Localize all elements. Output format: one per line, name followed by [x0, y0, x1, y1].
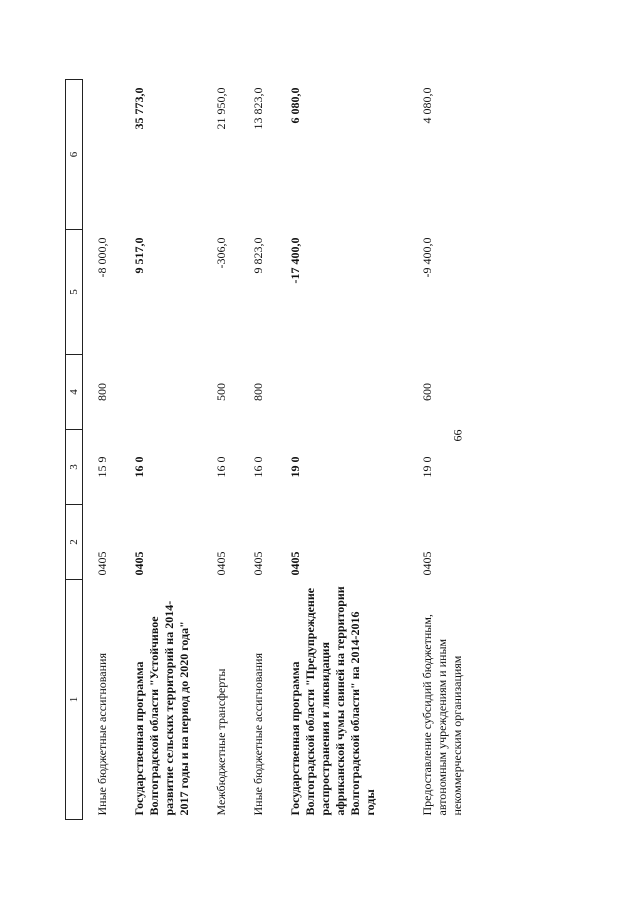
row-change: -17 400,0: [288, 237, 302, 284]
row-name: Предоставление субсидий бюджетным, автономным учреждениям и иным некоммерческим организациям: [420, 614, 464, 816]
row-code: 0405: [132, 551, 146, 576]
row-total: [83, 80, 111, 230]
header-col-5: 5: [66, 230, 83, 355]
header-col-4: 4: [66, 355, 83, 430]
row-change: 9 823,0: [251, 237, 265, 274]
table-row: [192, 80, 229, 820]
row-section: 19 0: [420, 456, 434, 478]
row-total: 4 080,0: [420, 87, 434, 124]
row-code: 0405: [95, 551, 109, 576]
budget-table: [65, 79, 465, 820]
row-code: 0405: [214, 551, 228, 576]
budget-table-frame: [65, 80, 605, 820]
row-section: 16 0: [132, 456, 146, 478]
row-change: -306,0: [214, 237, 228, 269]
budget-table-rotated: [65, 80, 605, 820]
table-row: [378, 80, 465, 820]
row-name: Иные бюджетные ассигнования: [251, 653, 265, 816]
row-section: 15 9: [95, 456, 109, 478]
table-row: [110, 80, 192, 820]
row-kind: [266, 355, 378, 430]
row-name: Государственная программа Волгоградской области "Предупреждение распространения и ликвидация африканской чумы свиней на территории Волгоградской области" на 2014-2016 годы: [288, 586, 377, 816]
row-change: -9 400,0: [420, 237, 434, 278]
table-row: [229, 80, 266, 820]
row-kind: 800: [251, 383, 265, 401]
row-code: 0405: [251, 551, 265, 576]
row-total: 21 950,0: [214, 87, 228, 130]
row-change: 9 517,0: [132, 237, 146, 274]
row-code: 0405: [420, 551, 434, 576]
header-col-1: 1: [66, 580, 83, 820]
table-row: [266, 80, 378, 820]
row-name: Межбюджетные трансферты: [214, 668, 228, 816]
row-total: 13 823,0: [251, 87, 265, 130]
row-section: 16 0: [214, 456, 228, 478]
page-number: 66: [450, 429, 465, 442]
row-change: -8 000,0: [95, 237, 109, 278]
row-kind: 500: [214, 383, 228, 401]
row-kind: 600: [420, 383, 434, 401]
row-total: 6 080,0: [288, 87, 302, 124]
row-total: 35 773,0: [132, 87, 146, 130]
row-name: Государственная программа Волгоградской области "Устойчивое развитие сельских территорий на 2014-2017 годы и на период до 2020 года": [132, 600, 191, 816]
header-col-3: 3: [66, 430, 83, 505]
table-row: [83, 80, 111, 820]
header-col-6: 6: [66, 80, 83, 230]
row-kind: 800: [95, 383, 109, 401]
row-code: 0405: [288, 551, 302, 576]
row-name: Иные бюджетные ассигнования: [95, 653, 109, 816]
row-kind: [110, 355, 192, 430]
row-section: 16 0: [251, 456, 265, 478]
header-col-2: 2: [66, 505, 83, 580]
row-section: 19 0: [288, 456, 302, 478]
table-header-row: [66, 80, 83, 820]
